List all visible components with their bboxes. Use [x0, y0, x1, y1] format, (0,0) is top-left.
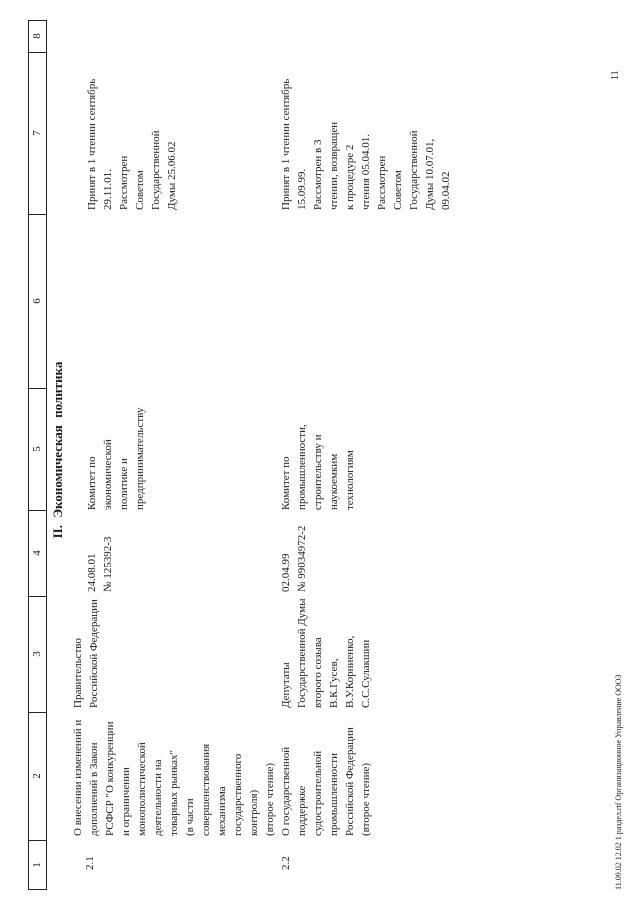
column-number-7: 7 — [29, 52, 46, 215]
registration: 02.04.99 № 99034972-2 — [280, 525, 308, 592]
status-note: Принят в 1 чтении сентябрь 15.09.99. Рассмотрен в 3 чтении, возвращен к процедуре 2 чтения 05.04.01. Рассмотрен Советом Государственной Думы 10.07.01, 09.04.02 — [280, 78, 452, 210]
page-number: 11 — [610, 70, 621, 80]
column-number-3: 3 — [29, 596, 46, 713]
initiator: Депутаты Государственной Думы второго созыва В.К.Гусев, В.У.Корниенко, С.С.Сулакшин — [280, 598, 372, 708]
initiator: Правительство Российской Федерации — [72, 599, 100, 708]
committee: Комитет по промышленности, строительству и наукоемким технологиям — [280, 424, 356, 510]
bill-title: О государственной поддержке судостроительной промышленности Российской Федерации (второе чтение) — [280, 727, 372, 836]
column-number-6: 6 — [29, 214, 46, 389]
row-number: 2.2 — [280, 856, 292, 870]
section-title: II. Экономическая политика — [50, 361, 65, 539]
row-number: 2.1 — [84, 856, 96, 870]
column-number-2: 2 — [29, 712, 46, 841]
bill-title: О внесении изменений и дополнений в Закон РСФСР "О конкуренции и ограничении монополистической деятельности на товарных рынках" (в части совершенствования механизма государственного контроля) (второе чтение) — [72, 719, 276, 836]
committee: Комитет по экономической политике и предпринимательству — [86, 407, 146, 510]
column-number-1: 1 — [31, 862, 43, 868]
registration: 24.08.01 № 125392-3 — [86, 536, 114, 592]
document-footer: 11.09.02 12.02 1 раздел.rtf Организационное Управление ОООЗ — [614, 674, 623, 890]
column-number-bar — [28, 20, 47, 890]
column-number-4: 4 — [29, 510, 46, 597]
column-number-8: 8 — [29, 20, 46, 53]
status-note: Принят в 1 чтении сентябрь 29.11.01. Рассмотрен Советом Государственной Думы 25.06.02 — [86, 78, 178, 210]
column-number-5: 5 — [29, 388, 46, 511]
